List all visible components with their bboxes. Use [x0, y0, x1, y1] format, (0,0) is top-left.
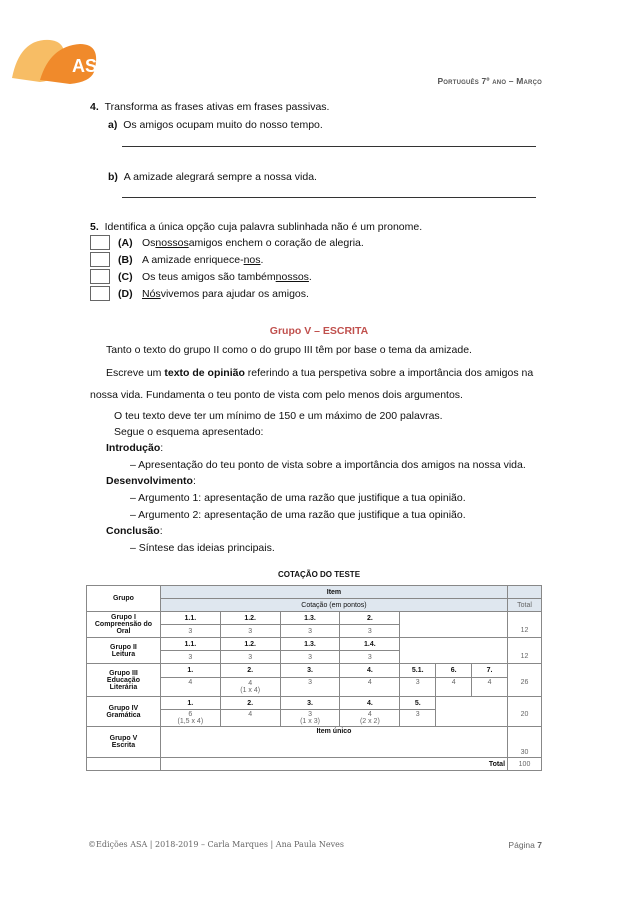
answer-line-b[interactable] [122, 196, 536, 198]
grupo-ii-name: Grupo II Leitura [87, 638, 161, 664]
q4-prompt: 4. Transforma as frases ativas em frases passivas. [90, 101, 330, 113]
table-row: Grupo V Escrita Item único 30 [87, 727, 542, 758]
dev-item-1: – Argumento 1: apresentação de uma razão que justifique a tua opinião. [130, 492, 466, 504]
intro-label: Introdução: [106, 442, 164, 454]
table-row: Grupo IV Gramática 1. 2. 3. 4. 5. [87, 697, 542, 710]
grupo-iii-name: Grupo III Educação Literária [87, 664, 161, 697]
header-item: Item [160, 586, 507, 599]
footer-page: Página 7 [508, 840, 542, 850]
checkbox[interactable] [90, 252, 110, 267]
svg-text:ASA: ASA [72, 56, 111, 76]
checkbox[interactable] [90, 286, 110, 301]
header-total: Total [508, 599, 542, 612]
table-row: 6 (1,5 x 4) 4 3 (1 x 3) 4 (2 x 2) 3 20 [87, 710, 542, 727]
para-2-cont: nossa vida. Fundamenta o teu ponto de vista com pelo menos dois argumentos. [90, 389, 463, 401]
option-b[interactable]: (B) A amizade enriquece- nos . [90, 251, 263, 268]
table-row: 3 3 3 3 12 [87, 625, 542, 638]
grupo-i-name: Grupo I Compreensão do Oral [87, 612, 161, 638]
intro-item: – Apresentação do teu ponto de vista sobre a importância dos amigos na nossa vida. [130, 459, 526, 471]
conc-label: Conclusão: [106, 525, 163, 537]
option-d[interactable]: (D) Nós vivemos para ajudar os amigos. [90, 285, 309, 302]
q5-prompt: 5. Identifica a única opção cuja palavra sublinhada não é um pronome. [90, 221, 423, 233]
cotacao-table [86, 585, 542, 771]
option-c[interactable]: (C) Os teus amigos são também nossos . [90, 268, 312, 285]
table-row: 3 3 3 3 12 [87, 651, 542, 664]
grupo-iv-name: Grupo IV Gramática [87, 697, 161, 727]
dev-item-2: – Argumento 2: apresentação de uma razão que justifique a tua opinião. [130, 509, 466, 521]
grupo-v-title: Grupo V – ESCRITA [269, 325, 369, 337]
table-row: Grupo III Educação Literária 1. 2. 3. 4. 5.1. 6. 7. [87, 664, 542, 678]
option-a[interactable]: (A) Os nossos amigos enchem o coração de alegria. [90, 234, 364, 251]
asa-logo [10, 28, 130, 88]
q4a: a) Os amigos ocupam muito do nosso tempo. [108, 119, 323, 131]
dev-label: Desenvolvimento: [106, 475, 196, 487]
table-row: 4 4 (1 x 4) 3 4 3 4 4 26 [87, 678, 542, 697]
para-4: Segue o esquema apresentado: [114, 426, 264, 438]
header-title: Português 7º ano – Março [437, 76, 542, 86]
table-row: Grupo II Leitura 1.1. 1.2. 1.3. 1.4. [87, 638, 542, 651]
para-2: Escreve um texto de opinião referindo a tua perspetiva sobre a importância dos amigos na [106, 367, 534, 379]
footer-copyright: ©Edições ASA | 2018-2019 – Carla Marques | Ana Paula Neves [88, 840, 344, 849]
para-1: Tanto o texto do grupo II como o do grupo III têm por base o tema da amizade. [106, 344, 472, 356]
table-row: Grupo I Compreensão do Oral 1.1. 1.2. 1.3. 2. [87, 612, 542, 625]
header-cotacao: Cotação (em pontos) [160, 599, 507, 612]
q4b: b) A amizade alegrará sempre a nossa vida. [108, 171, 317, 183]
checkbox[interactable] [90, 235, 110, 250]
answer-line-a[interactable] [122, 145, 536, 147]
grupo-v-name: Grupo V Escrita [87, 727, 161, 758]
table-row: Total 100 [87, 758, 542, 771]
checkbox[interactable] [90, 269, 110, 284]
header-grupo: Grupo [87, 586, 161, 612]
conc-item: – Síntese das ideias principais. [130, 542, 275, 554]
para-3: O teu texto deve ter um mínimo de 150 e um máximo de 200 palavras. [114, 410, 443, 422]
cotacao-title: COTAÇÃO DO TESTE [277, 570, 361, 579]
